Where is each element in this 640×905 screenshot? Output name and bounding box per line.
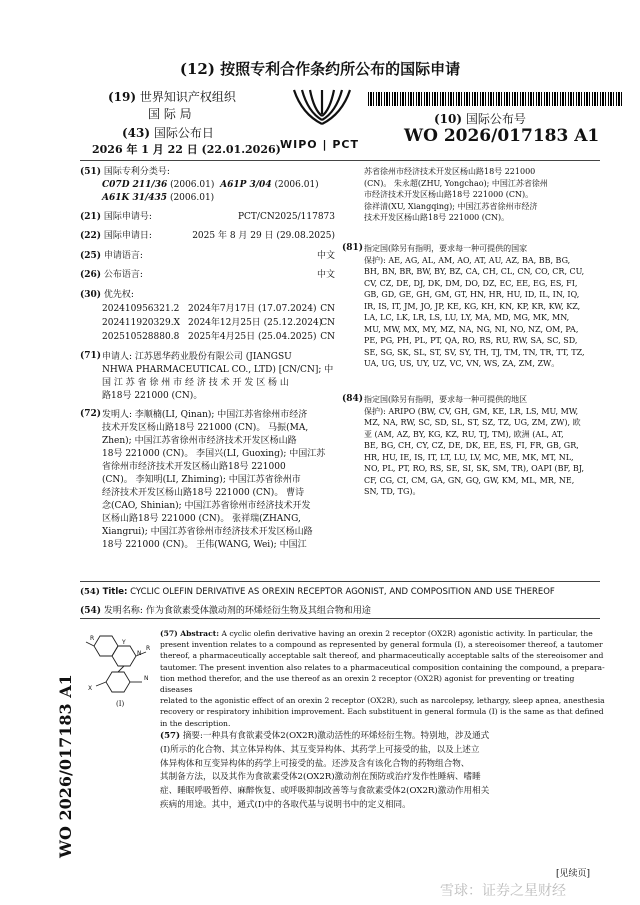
pubno-label-block <box>434 110 526 127</box>
states-line: BE, BG, CH, CY, CZ, DE, DK, EE, ES, FI, FR, GB, GR, <box>364 441 579 450</box>
field-71 <box>80 350 101 363</box>
continued-note: [见续页] <box>556 869 591 879</box>
title-en-row <box>80 587 610 597</box>
svg-text:X: X <box>88 685 93 692</box>
abstract-en-line: related to the agonistic effect of an orexin 2 receptor (OX2R), such as narcolepsy, lethargy, sleep apnea, anesthesia <box>160 696 605 706</box>
inventor-line: 念(CAO, Shinian); 中国江苏省徐州市经济技术开发 <box>102 501 311 511</box>
abstract-en-line: in the description. <box>160 718 231 728</box>
states-line: HR, HU, IE, IS, IT, LT, LU, LV, MC, ME, MK, MT, NL, <box>364 452 574 462</box>
svg-text:R: R <box>146 645 151 652</box>
abstract-zh <box>160 730 608 813</box>
org-field-number: (19) <box>108 90 137 104</box>
field-30 <box>80 289 134 302</box>
applicant-line: 申请人: 江苏恩华药业股份有限公司 (JIANGSU <box>102 352 292 362</box>
priority-number: 202411920329.X <box>102 318 180 328</box>
abstract-zh-label: 摘要: <box>182 731 203 741</box>
priority-row <box>102 303 335 316</box>
field-label: 申请语言: <box>103 251 143 261</box>
svg-text:Y: Y <box>122 639 126 646</box>
states-line: UA, UG, US, UY, UZ, VC, VN, WS, ZA, ZM, ZW。 <box>364 359 560 368</box>
svg-text:N: N <box>137 650 142 657</box>
abstract-zh-line <box>160 730 608 744</box>
field-value: 中文 <box>316 270 335 280</box>
inventor-continued <box>364 166 608 224</box>
inventor-line: 经济技术开发区杨山路18号 221000 (CN)。 曹诗 <box>102 488 305 498</box>
field-label: 国际专利分类号: <box>103 167 170 177</box>
field-number: (72) <box>80 409 102 419</box>
title-zh-label: 发明名称: <box>103 606 143 616</box>
pubdate-field-number: (43) <box>122 126 151 140</box>
wipo-logo <box>272 84 372 156</box>
abstract-zh-line: 症、睡眠呼吸暂停、麻醉恢复、或呼吸抑制改善等与食欲素受体2(OX2R)激动作用相关 <box>160 786 490 797</box>
abstract-en-line: recovery or respiratory inhibition improvement. Each substituent in general formula (I) is the same as that defined <box>160 707 604 717</box>
org-name: 世界知识产权组织 <box>139 90 236 104</box>
abstract-en-line: thereof, a pharmaceutically acceptable salt thereof, and pharmaceutically acceptable salts of the stereoisomer and <box>160 651 604 661</box>
title-divider-bottom <box>80 618 600 619</box>
inventor-line: Xiangrui); 中国江苏省徐州市经济技术开发区杨山路 <box>102 527 313 537</box>
inventor-line: 18号 221000 (CN)。 李国兴(LI, Guoxing); 中国江苏 <box>102 449 326 459</box>
priority-row <box>102 331 335 344</box>
pubno-value: WO 2026/017183 A1 <box>404 126 600 146</box>
field-label: 国际申请日: <box>103 231 152 241</box>
field-number: (21) <box>80 212 102 222</box>
abstract-zh-line: (I)所示的化合物、其立体异构体、其互变异构体、其药学上可接受的盐，以及上述立 <box>160 744 480 755</box>
inventor-line: 发明人: 李顺楠(LI, Qinan); 中国江苏省徐州市经济 <box>102 410 308 420</box>
ipc-code: A61P 3/04 <box>220 180 272 190</box>
ipc-line-1 <box>102 179 342 192</box>
ipc-version: (2006.01) <box>274 180 319 190</box>
inventor-line: 18号 221000 (CN)。 王伟(WANG, Wei); 中国江 <box>102 540 307 550</box>
states-line: CF, CG, CI, CM, GA, GN, GQ, GW, KM, ML, MR, NE, <box>364 475 575 485</box>
field-22 <box>80 230 335 243</box>
field-21 <box>80 211 335 224</box>
inventor-line: 技术开发区杨山路18号 221000 (CN)。 马振(MA, <box>102 423 309 433</box>
states-line: CV, CZ, DE, DJ, DK, DM, DO, DZ, EC, EE, EG, ES, FI, <box>364 278 578 288</box>
abstract-zh-line: 体异构体和互变异构体的药学上可接受的盐。还涉及含有该化合物的药物组合物、 <box>160 758 470 769</box>
chemical-formula-image <box>82 628 158 710</box>
applicant-line: 路18号 221000 (CN)。 <box>102 391 203 401</box>
pubdate-label-block <box>122 124 214 141</box>
states-line: 保护): ARIPO (BW, CV, GH, GM, KE, LR, LS, MU, MW, <box>364 406 579 416</box>
states-line: 亚 (AM, AZ, BY, KG, KZ, RU, TJ, TM), 欧洲 (AL, AT, <box>364 429 564 439</box>
pubdate-label: 国际公布日 <box>153 126 214 140</box>
pubno-label: 国际公布号 <box>465 112 526 126</box>
states-line: 指定国(除另有指明，要求每一种可提供的国家 <box>364 244 528 253</box>
field-value: PCT/CN2025/117873 <box>237 212 335 222</box>
priority-date: 2024年12月25日 (25.12.2024) <box>188 318 323 328</box>
document-type-title: (12) 按照专利合作条约所公布的国际申请 <box>179 60 461 78</box>
title-zh-row <box>80 603 610 616</box>
abstract-en-line: tautomer. The present invention also relates to a pharmaceutical composition containing the compound, a prepara- <box>160 662 605 672</box>
inventor-line: 省徐州市经济技术开发区杨山路18号 221000 <box>102 462 286 472</box>
states-line: IR, IS, IT, JM, JO, JP, KE, KG, KH, KN, KP, KR, KW, KZ, <box>364 301 581 311</box>
field-number: (25) <box>80 251 102 261</box>
field-72 <box>80 408 101 421</box>
ipc-line-2 <box>102 192 214 205</box>
inventor-block <box>102 409 334 552</box>
wipo-logo-text: WIPO | PCT <box>280 138 359 151</box>
designated-states-national <box>364 243 608 370</box>
abstract-en-line: tion method therefor, and the use thereof as an orexin 2 receptor (OX2R) agonist for preventing or treating diseases <box>160 673 575 695</box>
designated-states-regional <box>364 394 608 498</box>
inventor-line: 技术开发区杨山路18号 221000 (CN)。 <box>364 213 510 222</box>
ipc-version: (2006.01) <box>169 193 215 203</box>
field-26 <box>80 269 335 282</box>
abstract-en <box>160 628 608 729</box>
priority-number: 202510528880.8 <box>102 332 180 342</box>
inventor-line: 区杨山路18号 221000 (CN)。 张祥瑞(ZHANG, <box>102 514 301 524</box>
field-label: 国际申请号: <box>103 212 152 222</box>
pubno-field-number: (10) <box>434 112 463 126</box>
pubdate-value: 2026 年 1 月 22 日 (22.01.2026) <box>92 143 281 156</box>
field-number: (84) <box>342 394 364 404</box>
formula-structure-icon <box>82 628 158 702</box>
field-number: (54) <box>80 606 102 616</box>
field-number: (51) <box>80 167 102 177</box>
field-number: (26) <box>80 270 102 280</box>
applicant-line: 国 江 苏 省 徐 州 市 经 济 技 术 开 发 区 杨 山 <box>102 378 289 388</box>
svg-text:N: N <box>144 675 149 682</box>
svg-text:R: R <box>90 635 95 642</box>
org-block <box>108 90 236 105</box>
inventor-line: 苏省徐州市经济技术开发区杨山路18号 221000 <box>364 167 536 176</box>
priority-date: 2025年4月25日 (25.04.2025) <box>188 332 317 342</box>
states-line: MZ, NA, RW, SC, SD, SL, ST, SZ, TZ, UG, ZM, ZW), 欧 <box>364 418 581 427</box>
priority-country: CN <box>320 318 335 328</box>
barcode-image <box>368 92 622 106</box>
title-en: CYCLIC OLEFIN DERIVATIVE AS OREXIN RECEPTOR AGONIST, AND COMPOSITION AND USE THEREOF <box>130 587 555 597</box>
inventor-line: (CN)。 朱永超(ZHU, Yongchao); 中国江苏省徐州 <box>364 178 548 188</box>
states-line: SE, SG, SK, SL, ST, SV, SY, TH, TJ, TM, TN, TR, TT, TZ, <box>364 347 585 357</box>
field-number: (54) <box>80 587 100 597</box>
field-number: (30) <box>80 290 102 300</box>
abstract-en-line: present invention relates to a compound as represented by general formula (I), a stereoisomer thereof, a tautomer <box>160 640 603 650</box>
title-en-label: Title: <box>102 587 128 597</box>
states-line: GB, GD, GE, GH, GM, GT, HN, HR, HU, ID, IL, IN, IQ, <box>364 290 580 299</box>
watermark: 雪球：证券之星财经 <box>440 883 566 899</box>
field-label: 优先权: <box>103 290 134 300</box>
states-line: 保护): AE, AG, AL, AM, AO, AT, AU, AZ, BA, BB, BG, <box>364 255 571 265</box>
inventor-line: 市经济技术开发区杨山路18号 221000 (CN)。 <box>364 190 534 199</box>
title-zh: 作为食欲素受体激动剂的环烯烃衍生物及其组合物和用途 <box>145 606 371 616</box>
inventor-line: Zhen); 中国江苏省徐州市经济技术开发区杨山路 <box>102 436 297 446</box>
title-divider-top <box>80 581 600 582</box>
states-line: NO, PL, PT, RO, RS, SE, SI, SK, SM, TR), OAPI (BF, BJ, <box>364 464 585 473</box>
org-subname: 国 际 局 <box>148 107 192 121</box>
states-line: 指定国(除另有指明，要求每一种可提供的地区 <box>364 395 528 404</box>
applicant-block <box>102 351 334 403</box>
field-number: (71) <box>80 351 102 361</box>
ipc-code: A61K 31/435 <box>102 193 168 203</box>
states-line: SN, TD, TG)。 <box>364 487 421 496</box>
formula-caption: (I) <box>116 700 125 708</box>
priority-row <box>102 317 335 330</box>
ipc-code: C07D 211/36 <box>102 180 168 190</box>
abstract-zh-line: 疾病的用途。其中，通式(I)中的各取代基与说明书中的定义相同。 <box>160 799 411 810</box>
inventor-line: (CN)。 李知明(LI, Zhiming); 中国江苏省徐州市 <box>102 475 301 485</box>
field-number: (57) <box>160 731 181 741</box>
priority-country: CN <box>320 332 335 342</box>
priority-country: CN <box>320 304 335 314</box>
applicant-line: NHWA PHARMACEUTICAL CO., LTD) [CN/CN]; 中 <box>102 365 334 375</box>
field-number: (57) <box>160 629 178 638</box>
ipc-version: (2006.01) <box>170 180 215 190</box>
side-pubno: WO 2026/017183 A1 <box>56 674 75 858</box>
field-25 <box>80 250 335 263</box>
field-label: 公布语言: <box>103 270 143 280</box>
abstract-text: 一种具有食欲素受体2(OX2R)激动活性的环烯烃衍生物。特别地，涉及通式 <box>202 731 490 741</box>
states-line: PE, PG, PH, PL, PT, QA, RO, RS, RU, RW, SA, SC, SD, <box>364 336 578 345</box>
field-number: (81) <box>342 243 364 253</box>
states-line: LA, LC, LK, LR, LS, LU, LY, MA, MD, MG, MK, MN, <box>364 313 570 322</box>
abstract-zh-line: 其制备方法，以及其作为食欲素受体2(OX2R)激动剂在预防或治疗发作性睡病、嗜睡 <box>160 772 481 783</box>
states-line: MU, MW, MX, MY, MZ, NA, NG, NI, NO, NZ, OM, PA, <box>364 324 579 334</box>
priority-date: 2024年7月17日 (17.07.2024) <box>188 304 317 314</box>
abstract-en-line <box>160 628 608 639</box>
header-divider <box>80 160 600 161</box>
abstract-en-label: Abstract: <box>180 629 220 638</box>
abstract-text: A cyclic olefin derivative having an orexin 2 receptor (OX2R) agonistic activity. In particular, the <box>221 629 593 638</box>
states-line: BH, BN, BR, BW, BY, BZ, CA, CH, CL, CN, CO, CR, CU, <box>364 267 585 276</box>
field-51 <box>80 166 170 179</box>
field-value: 中文 <box>316 251 335 261</box>
field-number: (22) <box>80 231 102 241</box>
inventor-line: 徐祥清(XU, Xiangqing); 中国江苏省徐州市经济 <box>364 201 538 211</box>
priority-number: 202410956321.2 <box>102 304 180 314</box>
field-value: 2025 年 8 月 29 日 (29.08.2025) <box>192 231 335 241</box>
